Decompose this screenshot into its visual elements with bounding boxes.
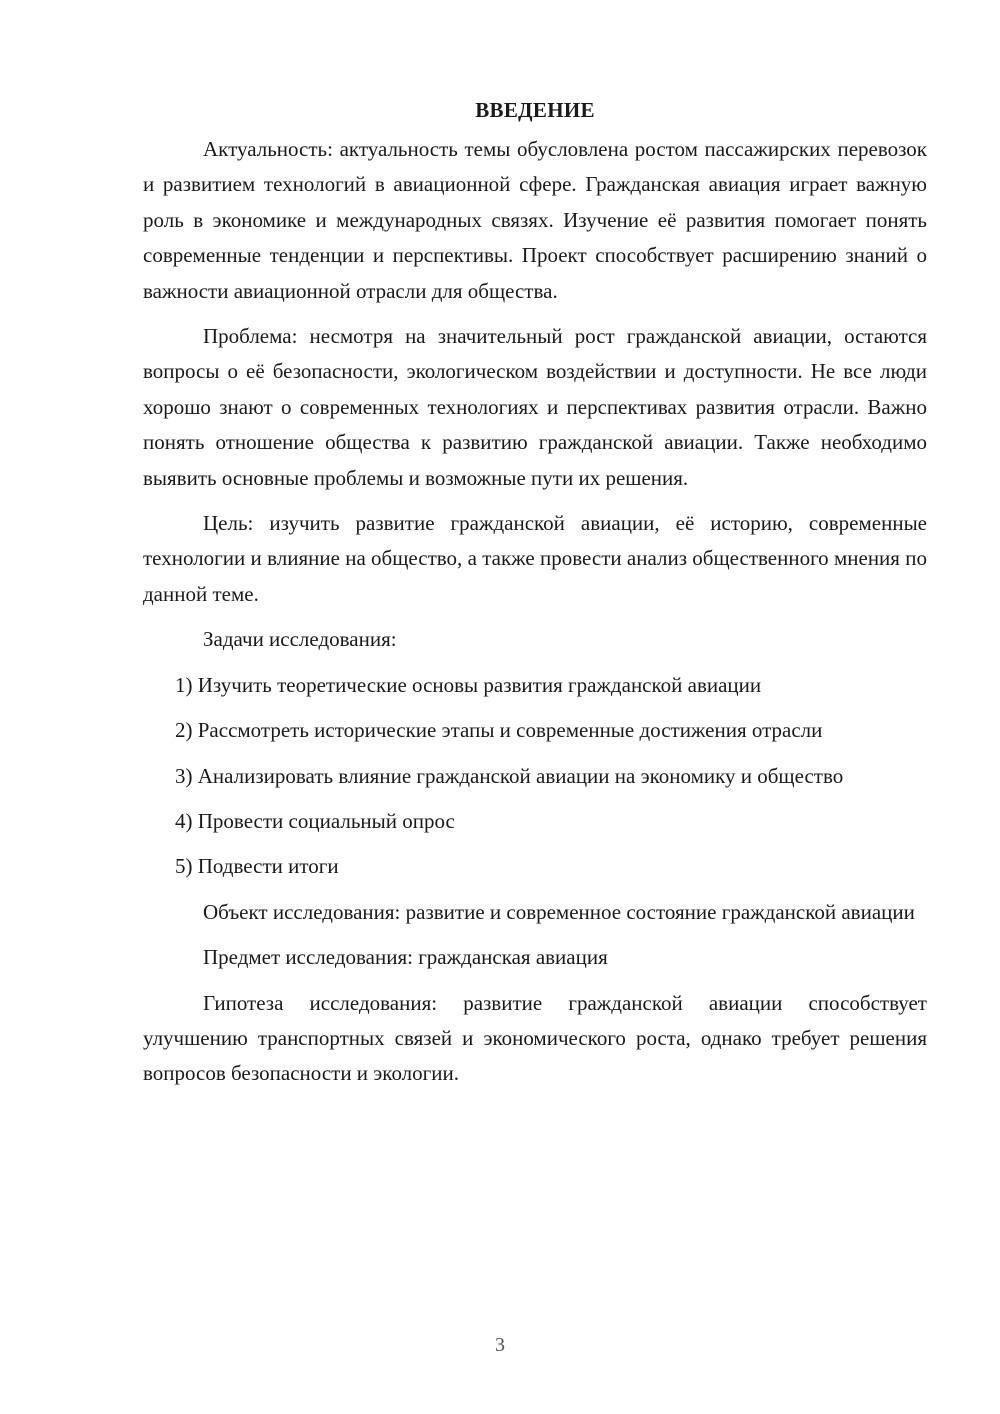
- task-item-3: 3) Анализировать влияние гражданской авиации на экономику и общество: [175, 763, 844, 788]
- research-subject-paragraph: Предмет исследования: гражданская авиация: [203, 945, 608, 970]
- task-item-5: 5) Подвести итоги: [175, 854, 339, 879]
- hypothesis-paragraph: Гипотеза исследования: развитие гражданской авиации способствует улучшению транспортных связей и экономического роста, однако требует решения вопросов безопасности и экологии.: [143, 990, 927, 1086]
- tasks-heading: Задачи исследования:: [203, 627, 397, 652]
- goal-paragraph: Цель: изучить развитие гражданской авиации, её историю, современные технологии и влияние на общество, а также провести анализ общественного мнения по данной теме.: [143, 511, 927, 606]
- task-item-4: 4) Провести социальный опрос: [175, 808, 455, 833]
- page-title: ВВЕДЕНИЕ: [475, 98, 595, 122]
- research-object-paragraph: Объект исследования: развитие и современное состояние гражданской авиации: [203, 899, 915, 924]
- task-item-2: 2) Рассмотреть исторические этапы и современные достижения отрасли: [175, 718, 823, 743]
- task-item-1: 1) Изучить теоретические основы развития гражданской авиации: [175, 672, 762, 697]
- document-page: [143, 96, 927, 1092]
- relevance-paragraph: Актуальность: актуальность темы обусловлена ростом пассажирских перевозок и развитием технологий в авиационной сфере. Гражданская авиация играет важную роль в экономике и международных связях. Изучение её развития помогает понять современные тенденции и перспективы. Проект способствует расширению знаний о важности авиационной отрасли для общества.: [143, 137, 927, 303]
- page-number: 3: [495, 1334, 505, 1356]
- problem-paragraph: Проблема: несмотря на значительный рост гражданской авиации, остаются вопросы о её безопасности, экологическом воздействии и доступности. Не все люди хорошо знают о современных технологиях и перспективах развития отрасли. Важно понять отношение общества к развитию гражданской авиации. Также необходимо выявить основные проблемы и возможные пути их решения.: [143, 324, 927, 490]
